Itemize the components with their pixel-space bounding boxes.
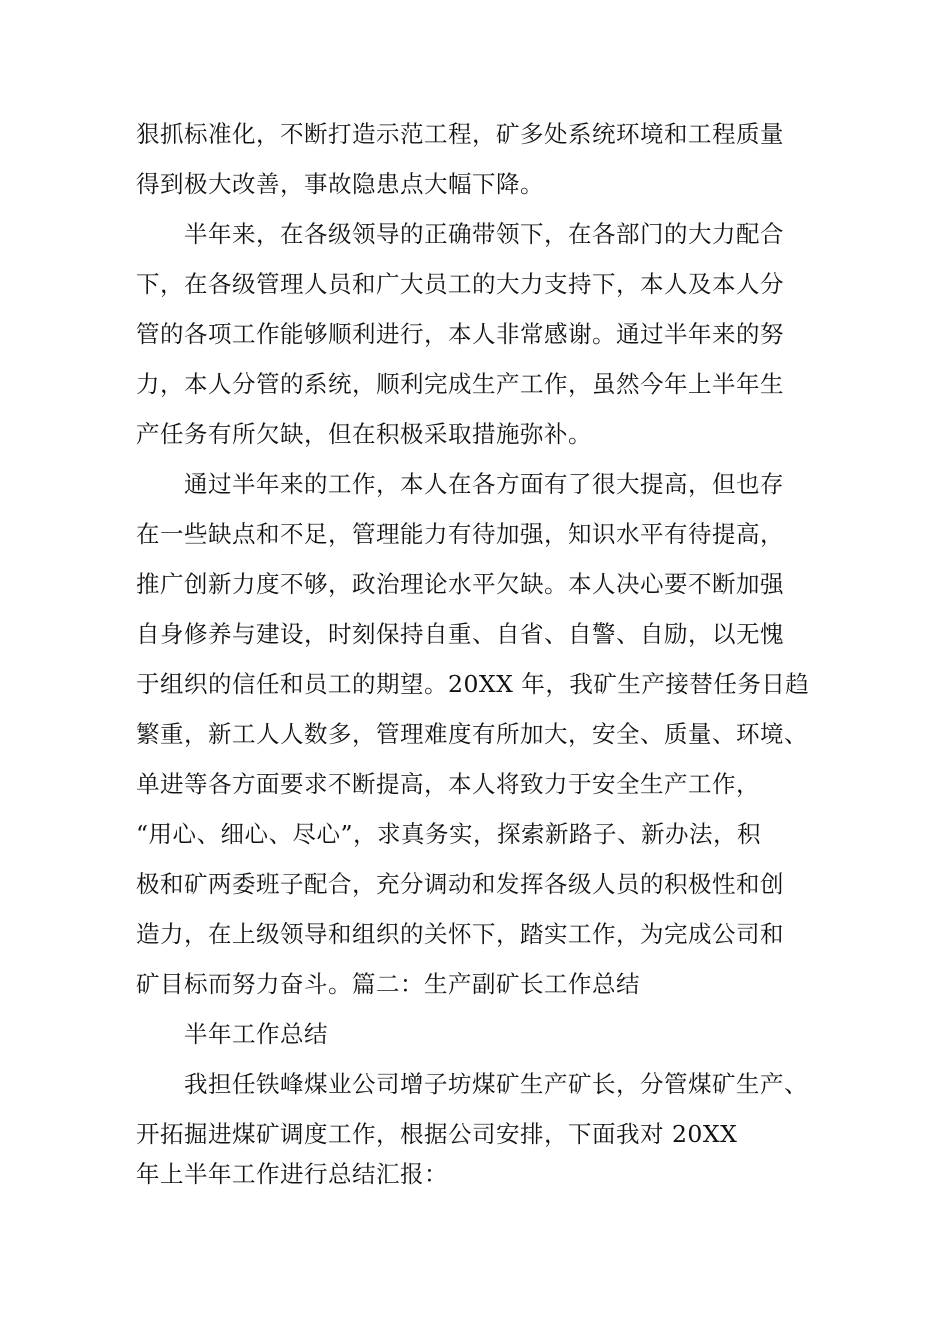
text-line: 在一些缺点和不足，管理能力有待加强，知识水平有待提高， [136,520,784,548]
text-line: 开拓掘进煤矿调度工作，根据公司安排，下面我对 20XX [136,1120,738,1148]
text-line: 产任务有所欠缺，但在积极采取措施弥补。 [136,420,592,448]
text-line: 管的各项工作能够顺利进行，本人非常感谢。通过半年来的努 [136,320,784,348]
paragraph-start-line: 半年来，在各级领导的正确带领下，在各部门的大力配合 [184,220,784,248]
text-line: 单进等各方面要求不断提高，本人将致力于安全生产工作， [136,770,760,798]
text-line: 得到极大改善，事故隐患点大幅下降。 [136,170,544,198]
text-line: 狠抓标准化，不断打造示范工程，矿多处系统环境和工程质量 [136,120,784,148]
text-line: 极和矿两委班子配合，充分调动和发挥各级人员的积极性和创 [136,870,784,898]
text-line: “用心、细心、尽心”，求真务实，探索新路子、新办法，积 [136,820,762,848]
text-line: 年上半年工作进行总结汇报： [136,1160,448,1188]
text-line: 矿目标而努力奋斗。篇二：生产副矿长工作总结 [136,970,640,998]
text-line: 下，在各级管理人员和广大员工的大力支持下，本人及本人分 [136,270,784,298]
paragraph-start-line: 通过半年来的工作，本人在各方面有了很大提高，但也存 [184,470,784,498]
section-heading: 半年工作总结 [184,1020,328,1048]
text-line: 力，本人分管的系统，顺利完成生产工作，虽然今年上半年生 [136,370,784,398]
text-line: 于组织的信任和员工的期望。20XX 年，我矿生产接替任务日趋 [136,670,810,698]
paragraph-start-line: 我担任铁峰煤业公司增子坊煤矿生产矿长，分管煤矿生产、 [184,1070,808,1098]
text-line: 造力，在上级领导和组织的关怀下，踏实工作，为完成公司和 [136,920,784,948]
text-line: 推广创新力度不够，政治理论水平欠缺。本人决心要不断加强 [136,570,784,598]
text-line: 繁重，新工人人数多，管理难度有所加大，安全、质量、环境、 [136,720,808,748]
text-line: 自身修养与建设，时刻保持自重、自省、自警、自励，以无愧 [136,620,784,648]
